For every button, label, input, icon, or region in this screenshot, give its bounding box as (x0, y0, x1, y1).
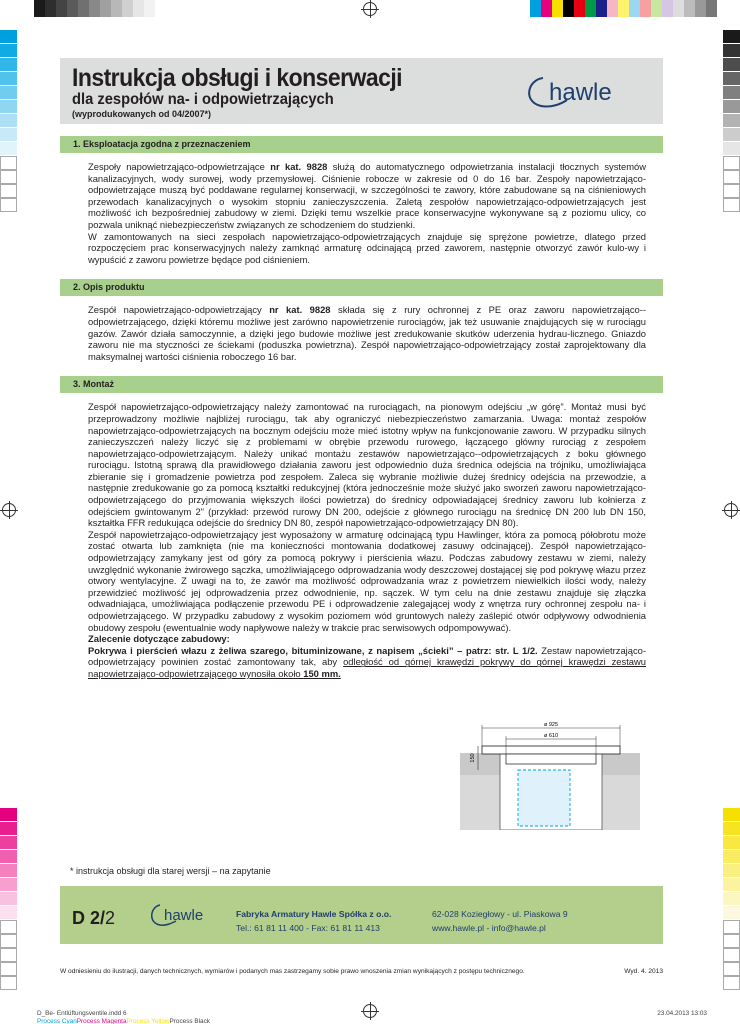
section-2-body (60, 296, 663, 362)
recommendation-title: Zalecenie dotyczące zabudowy: (88, 633, 230, 645)
document-header (60, 58, 663, 124)
instruction-page (60, 58, 663, 680)
dimension-inner-diameter: ø 610 (543, 733, 559, 739)
registration-mark-top (363, 2, 377, 16)
dimension-height: 150 (470, 753, 476, 763)
document-subtitle: dla zespołów na- i odpowietrzających (72, 91, 334, 108)
yellow-tint-strip (723, 808, 740, 990)
slug-file: D_Be- Entlüftungsventile.indd 6 (37, 1010, 127, 1017)
recommendation-text: Pokrywa i pierścień włazu z żeliwa szarego, bituminizowane, z napisem „ścieki” – patrz: str. L 1/2. Zestaw napowietrzająco-odpowietrzający powinien zostać zamontowany tak, aby odległość od górnej krawędzi pokrywy do górnej krawędzi zestawu napowietrzająco-odpowietrzającego wynosiła około 150 mm. (88, 644, 646, 679)
section-1-heading: 1. Eksploatacja zgodna z przeznaczeniem (60, 136, 663, 153)
section-2-heading: 2. Opis produktu (60, 279, 663, 296)
company-web-email[interactable]: www.hawle.pl - info@hawle.pl (432, 923, 546, 933)
section-3-body (60, 393, 663, 679)
section-3-paragraph-1: Zespół napowietrzająco-odpowietrzający należy zamontować na rurociągach, na pionowym odejściu „w górę”. Montaż musi być przeprowadzony możliwie najbliżej rurociągu, tak aby ograniczyć niebezpieczeństwo zamarzania. Uwaga: montaż zespołów napowietrzająco-odpowietrzających na bocznym odejściu może mieć istotny wpływ na funkcjonowanie zaworu. W przypadku silnych zanieczyszczeń należy liczyć się z problemami w obrębie przewodu rurowego, łączącego główny rurociąg z zespołem napowietrzająco-odpowietrzającym. Należy unikać montażu zestawów napowietrzająco--odpowietrzających z boku głównego rurociągu. Istotną sprawą dla prawidłowego działania zaworu jest odpowiednio duża średnica odejścia na trójniku, umożliwiająca zbieranie się i gromadzenie powietrza pod zespołem. Zaleca się wybranie możliwie dużej średnicy odejścia na przewodzie, a następnie zredukowanie go za pomocą kształtki redukcyjnej (która jednocześnie może służyć jako sworzeń zaworu napowietrzająco-odpowietrzającego do przyjmowania większych ilości powietrza) do średnicy odpowiadającej średnicy zaworu lub kołnierza z odejściem gwintowanym 2” (przykład: przewód rurowy DN 200, odejście z głównego rurociągu na średnicę DN 200 lub DN 150, kształtka FFR redukująca odejście do średnicy DN 80, zespół napowietrzająco-odpowietrzający DN 80). (88, 401, 646, 529)
section-3-heading: 3. Montaż (60, 376, 663, 393)
registration-mark-bottom (363, 1004, 377, 1018)
edition-label: Wyd. 4. 2013 (624, 968, 663, 975)
section-3-paragraph-2: Zespół napowietrzająco-odpowietrzający jest wyposażony w armaturę odcinającą typu Hawlinger, która za pomocą półobrotu może zostać otwarta lub zamknięta (nie ma konieczności montowania dodatkowej zasuwy odcinającej). Zespół napowietrzająco-odpowietrzający zamykany jest od góry za pomocą pokrywy i pierścienia włazu. Podczas zabudowy zestawu w ziemi, należy uwzględnić wykonanie żwirowego sączka, umożliwiającego odprowadzania wody deszczowej dostającej się pod pokrywę włazu przez otwory wentylacyjne. Z uwagi na to, że zawór ma możliwość odprowadzania wraz z powietrzem niewielkich ilości wody, należy przewidzieć możliwość jej odprowadzenia przez odwodnienie, np. sączek. W tym celu na dnie zestawu znajduje się złączka odwadniająca, umożliwiająca podłączenie przewodu PE i odprowadzenie zalegającej wody z wnętrza rury ochronnej zespołu na- i odpowietrzającego. W przypadku zabudowy z wysokim poziomem wód gruntowych należy zaślepić otwór odpływowy odwodnienia obudowy zespołu (ewentualnie wody napływowe należy w trakcie prac serwisowych odpompowywać). (88, 528, 646, 633)
section-1-paragraph-2: W zamontowanych na sieci zespołach napowietrzająco-odpowietrzających znajduje się sprężone powietrze, dlatego przed rozpoczęciem prac konserwacyjnych należy zamknąć armaturę odcinającą przed zaworem, następnie otworzyć zawór kulo-wy i wypuścić z zaworu powietrze będące pod ciśnieniem. (88, 230, 646, 265)
company-phone: Tel.: 61 81 11 400 - Fax: 61 81 11 413 (236, 923, 380, 933)
hawle-logo-text: hawle (549, 79, 612, 106)
hawle-footer-logo-text: hawle (164, 907, 204, 924)
hawle-footer-logo (148, 901, 220, 929)
hawle-logo (521, 72, 641, 112)
page-footer (60, 886, 663, 944)
registration-mark-right (724, 503, 738, 517)
grayscale-color-bar (34, 0, 155, 17)
section-1-paragraph-1: Zespoły napowietrząjąco-odpowietrzające nr kat. 9828 służą do automatycznego odpowietrzania instalacji tłocznych systemów kanalizacyjnych, wody surowej, wody przemysłowej. Ciśnienie robocze w zakresie od 0 do 16 bar. Zespoły napowietrzająco-odpowietrzające muszą być poddawane regularnej konserwacji, w szczególności te zawory, które zabudowane są na ciśnieniowych przewodach kanalizacyjnych o wysokim stopniu zanieczyszczenia. Zaletą zespołów napowietrzająco-odpowietrzających jest możliwość ich bezpośredniej zabudowy w ziemi. Dzięki temu wszelkie prace konserwacyjne wykonywane są z poziomu ulicy, co pozwala uniknąć niebezpieczeństw związanych ze schodzeniem do studzienki. (88, 161, 647, 230)
installation-diagram (400, 720, 645, 830)
print-slug (37, 1010, 210, 1024)
dimension-outer-diameter: ø 925 (543, 722, 559, 728)
cyan-tint-strip (0, 30, 17, 212)
cmyk-color-bar (530, 0, 717, 17)
production-note: (wyprodukowanych od 04/2007*) (72, 109, 212, 119)
footnote: * instrukcja obsługi dla starej wersji – na zapytanie (70, 866, 271, 876)
slug-datetime: 23.04.2013 13:03 (657, 1010, 707, 1017)
magenta-tint-strip (0, 808, 17, 990)
section-2-paragraph-1: Zespół napowietrzająco-odpowietrzający nr kat. 9828 składa się z rury ochronnej z PE oraz zaworu napowietrzająco--odpowietrzającego, dzięki któremu możliwe jest zarówno napowietrzenie rurociągów, jak też usuwanie znajdujących się w rurociągu gazów. Zawór działa samoczynnie, a dzięki jego budowie możliwe jest zredukowanie skutków uderzenia hydrau-licznego. Gniazdo zaworu nie ma styczności ze ściekami (poduszka powietrzna). Zespół napowietrzająco-odpowietrzający został zaprojektowany dla maksymalnej wartości ciśnienia roboczego 16 bar. (88, 304, 646, 362)
section-1-body (60, 153, 663, 265)
disclaimer: W odniesieniu do ilustracji, danych technicznych, wymiarów i podanych mas zastrzegamy sobie prawo wnoszenia zmian wynikających z postępu technicznego. Wyd. 4. 2013 (60, 968, 663, 975)
black-tint-strip (723, 30, 740, 212)
page-number: D 2/2 (72, 908, 116, 928)
document-title: Instrukcja obsługi i konserwacji (72, 64, 403, 92)
registration-mark-left (2, 503, 16, 517)
company-address: 62-028 Koziegłowy - ul. Piaskowa 9 (432, 909, 568, 919)
slug-inks: Process CyanProcess MagentaProcess YellowProcess Black (37, 1018, 210, 1024)
company-name: Fabryka Armatury Hawle Spółka z o.o. (236, 909, 392, 919)
